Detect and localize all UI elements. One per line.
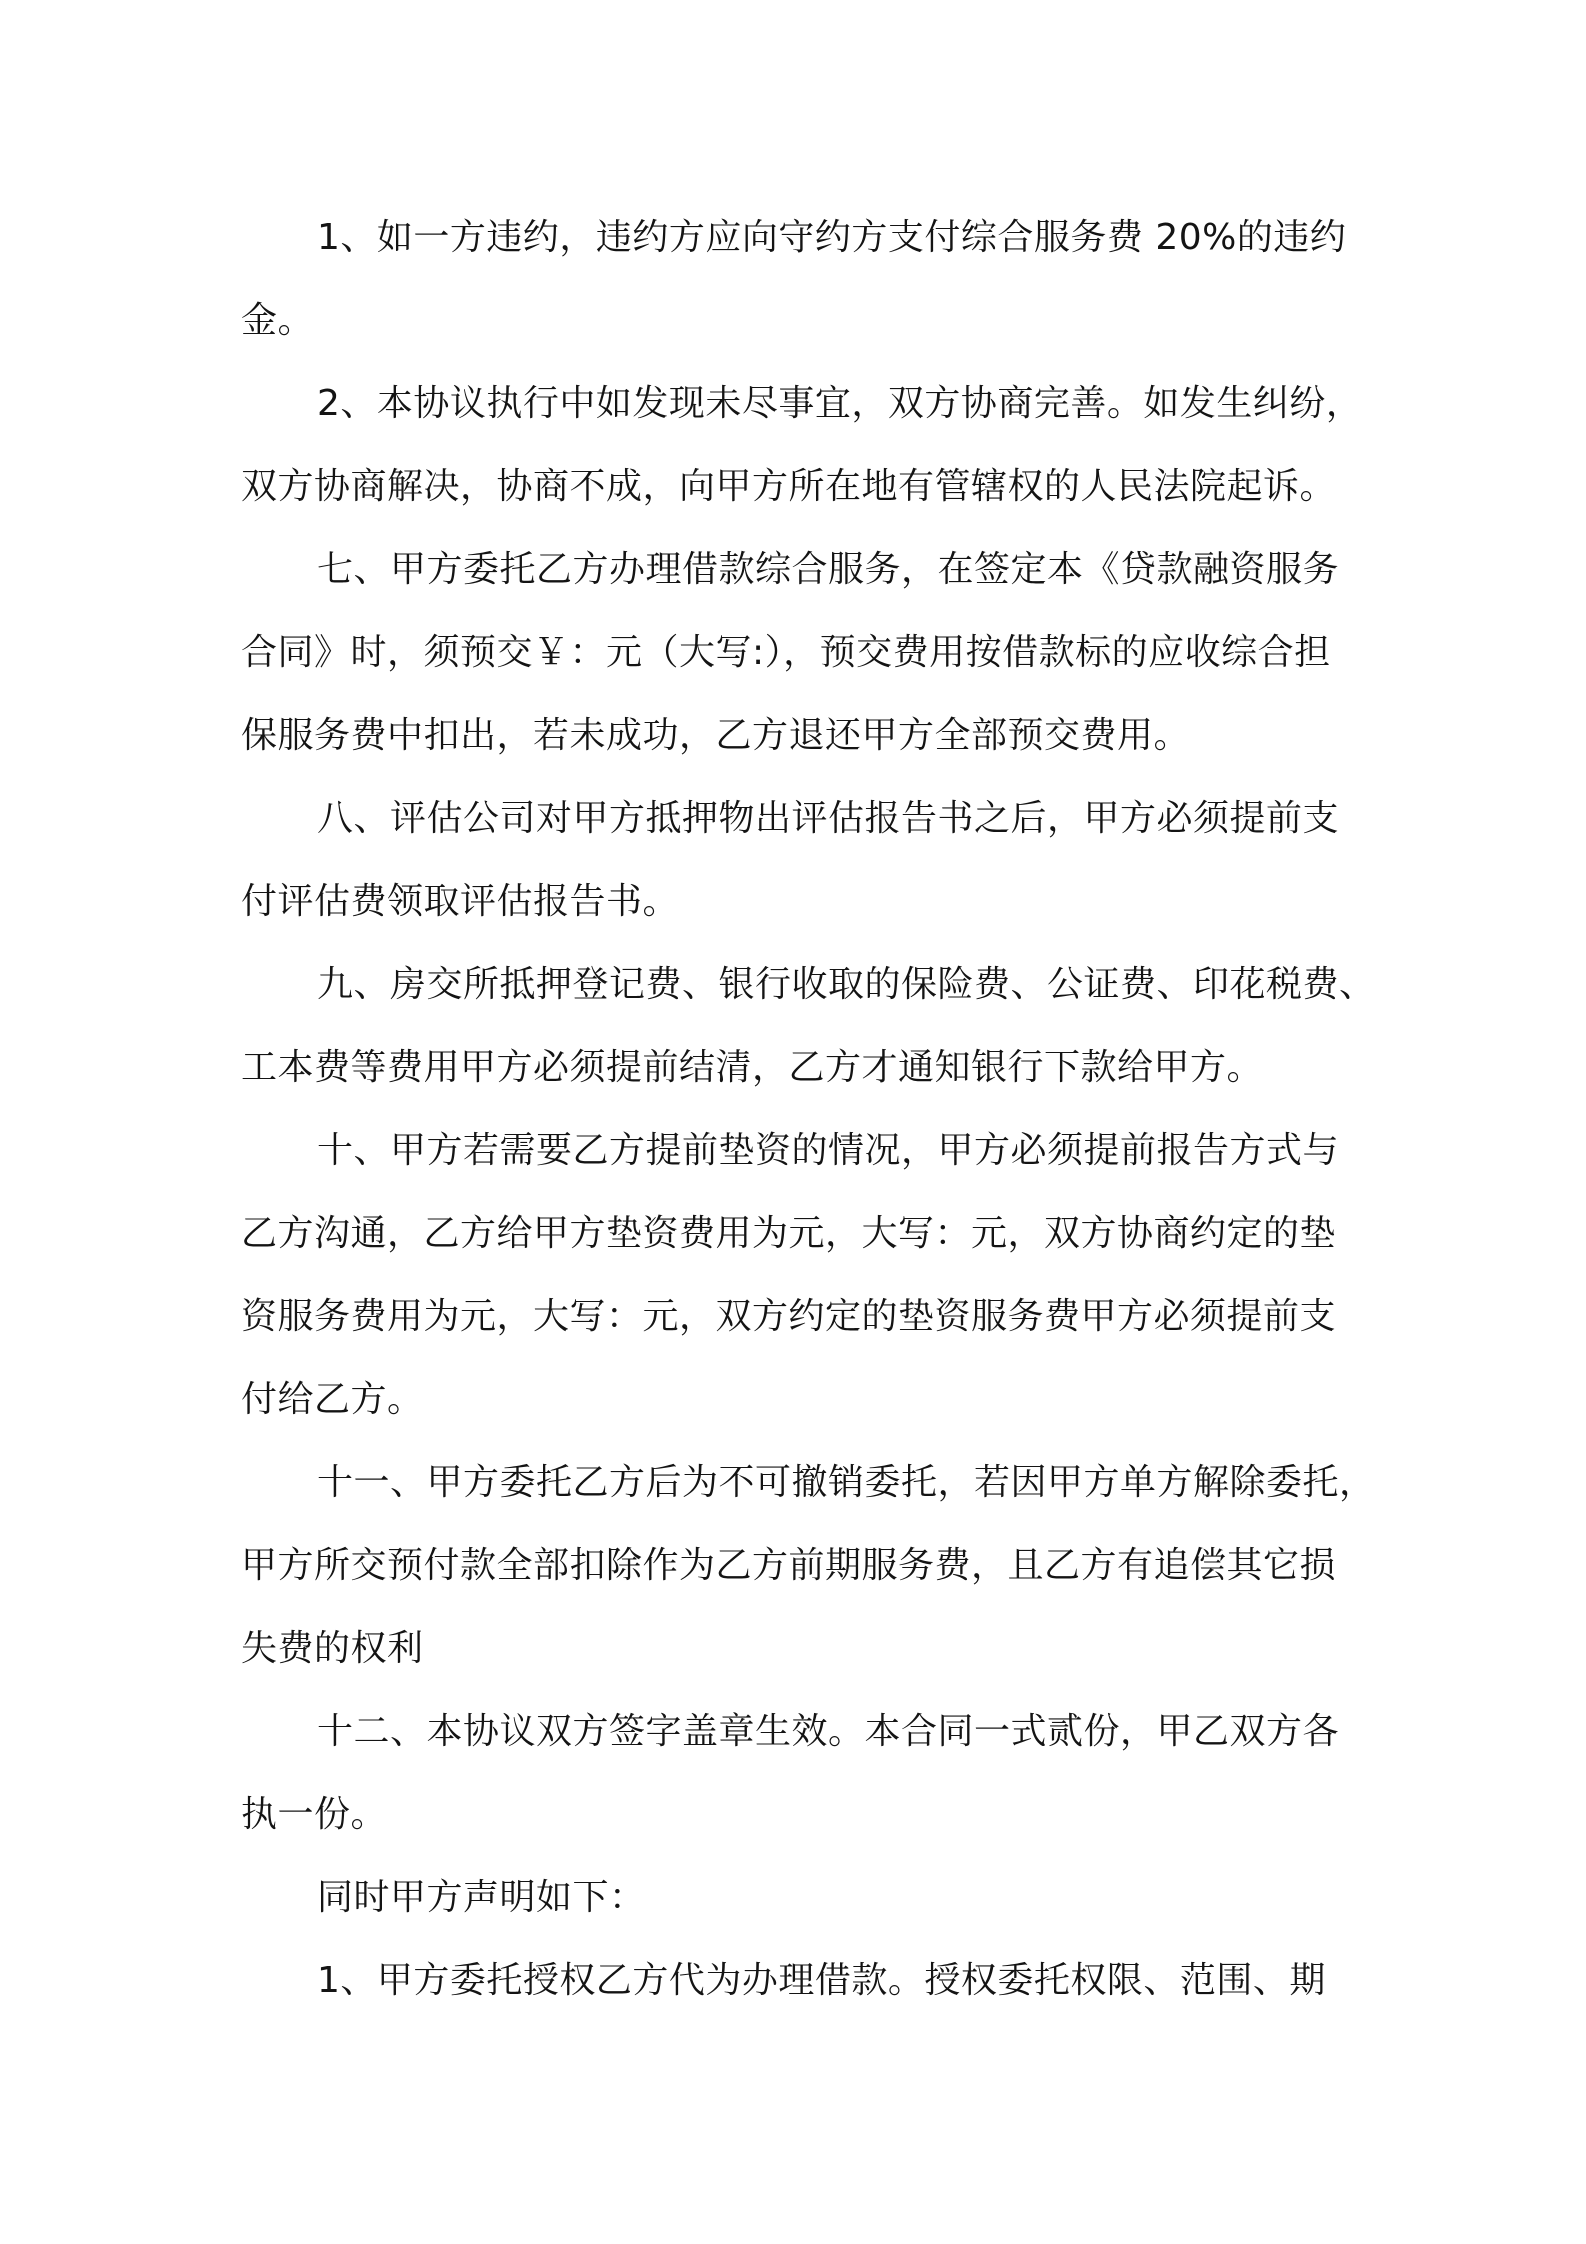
text-line: 八、评估公司对甲方抵押物出评估报告书之后，甲方必须提前支 [317, 798, 1340, 839]
paragraph-clause-7 [241, 528, 1361, 777]
text-line: 工本费等费用甲方必须提前结清，乙方才通知银行下款给甲方。 [241, 1047, 1264, 1088]
text-line: 付评估费领取评估报告书。 [241, 881, 680, 922]
paragraph-penalty-clause [241, 196, 1361, 362]
text-line: 执一份。 [241, 1794, 388, 1835]
text-line: 2、本协议执行中如发现未尽事宜，双方协商完善。如发生纠纷， [317, 383, 1363, 424]
paragraph-declaration-intro [241, 1856, 1361, 1939]
text-line: 付给乙方。 [241, 1379, 424, 1420]
paragraph-dispute-clause [241, 362, 1361, 528]
text-line: 1、甲方委托授权乙方代为办理借款。授权委托权限、范围、期 [317, 1960, 1326, 2001]
paragraph-declaration-1 [241, 1939, 1361, 2022]
text-line: 十二、本协议双方签字盖章生效。本合同一式贰份，甲乙双方各 [317, 1711, 1340, 1752]
text-line: 十、甲方若需要乙方提前垫资的情况，甲方必须提前报告方式与 [317, 1130, 1340, 1171]
paragraph-clause-9 [241, 943, 1376, 1109]
paragraph-clause-11 [241, 1441, 1376, 1690]
text-line: 甲方所交预付款全部扣除作为乙方前期服务费，且乙方有追偿其它损 [241, 1545, 1337, 1586]
text-line: 资服务费用为元，大写：元，双方约定的垫资服务费甲方必须提前支 [241, 1296, 1337, 1337]
paragraph-clause-8 [241, 777, 1361, 943]
text-line: 九、房交所抵押登记费、银行收取的保险费、公证费、印花税费、 [317, 964, 1376, 1005]
text-line: 乙方沟通，乙方给甲方垫资费用为元，大写：元，双方协商约定的垫 [241, 1213, 1337, 1254]
text-line: 合同》时，须预交￥：元（大写:），预交费用按借款标的应收综合担 [241, 632, 1331, 673]
text-line: 十一、甲方委托乙方后为不可撤销委托，若因甲方单方解除委托， [317, 1462, 1376, 1503]
paragraph-clause-12 [241, 1690, 1361, 1856]
text-line: 金。 [241, 300, 315, 341]
text-line: 七、甲方委托乙方办理借款综合服务，在签定本《贷款融资服务 [317, 549, 1340, 590]
paragraph-clause-10 [241, 1109, 1361, 1441]
text-line: 双方协商解决，协商不成，向甲方所在地有管辖权的人民法院起诉。 [241, 466, 1337, 507]
document-body [241, 196, 1376, 2022]
text-line: 失费的权利 [241, 1628, 424, 1669]
text-line: 同时甲方声明如下： [317, 1877, 646, 1918]
text-line: 保服务费中扣出，若未成功，乙方退还甲方全部预交费用。 [241, 715, 1191, 756]
text-line: 1、如一方违约，违约方应向守约方支付综合服务费 20%的违约 [317, 217, 1347, 258]
